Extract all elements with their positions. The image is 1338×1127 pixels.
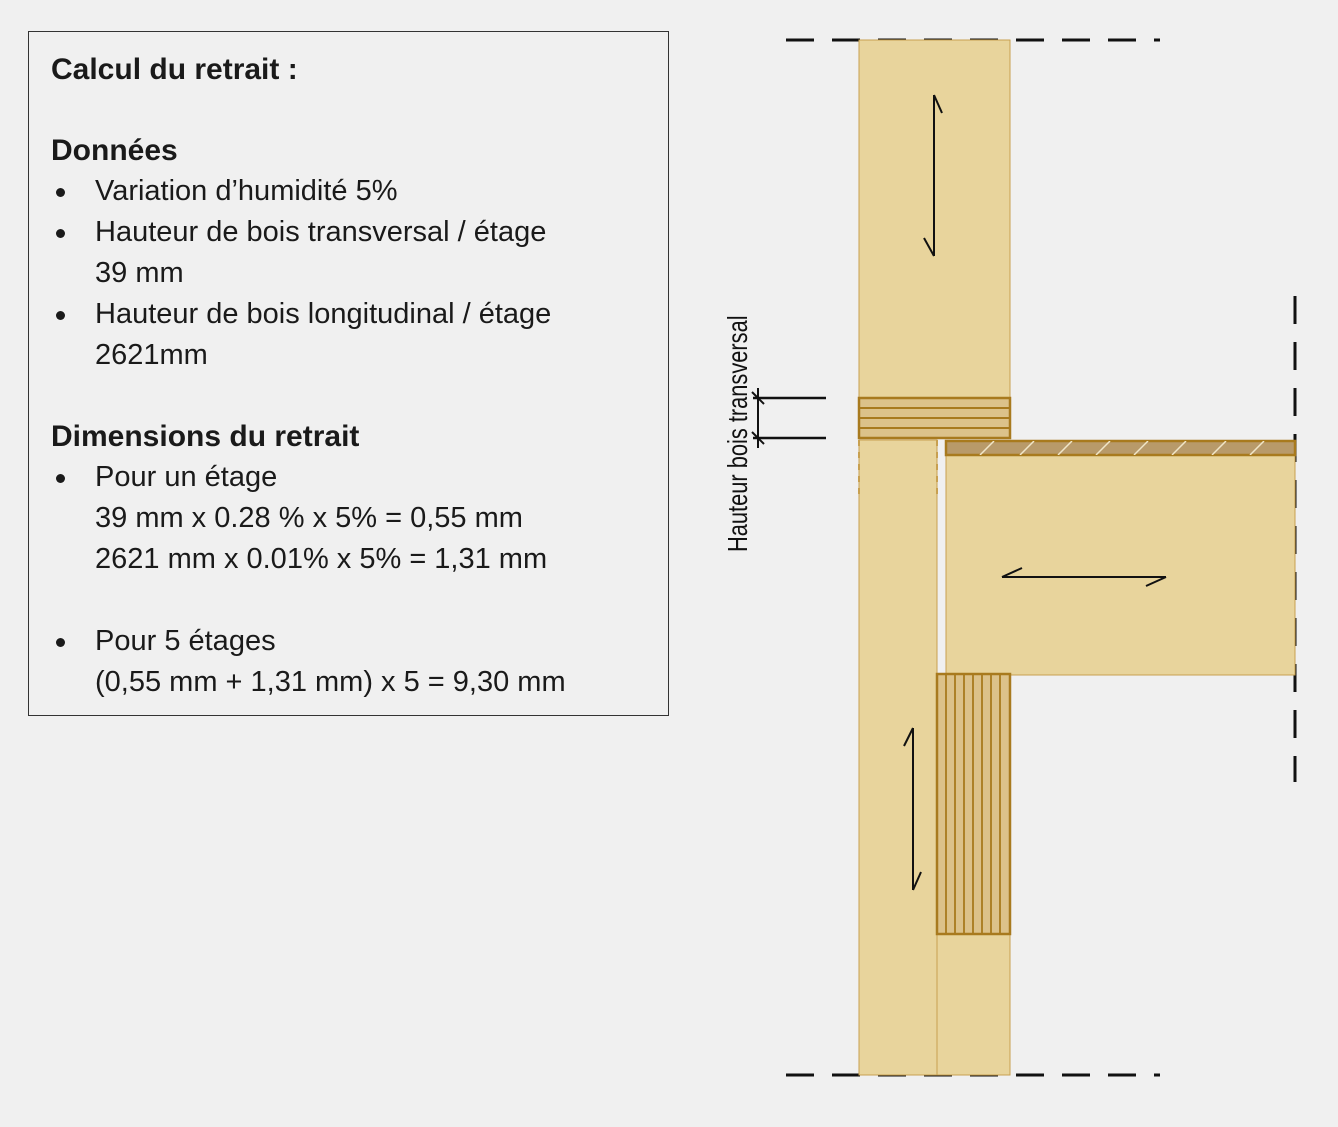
donnees-heading: Données	[51, 134, 178, 167]
longitudinal-height-label: Hauteur de bois longitudinal / étage	[95, 298, 552, 330]
five-floors-label: Pour 5 étages	[95, 625, 276, 657]
panel-title: Calcul du retrait :	[51, 53, 298, 86]
dimension-label: Hauteur bois transversal	[722, 315, 754, 552]
floor-slab	[946, 455, 1295, 675]
transversal-height-value: 39 mm	[95, 257, 184, 289]
lower-wall-panel-base	[937, 934, 1010, 1075]
floor-top-layer	[946, 441, 1295, 455]
longitudinal-timber-post	[937, 674, 1010, 934]
lower-wall-panel	[859, 440, 937, 1075]
one-floor-calc-longitudinal: 2621 mm x 0.01% x 5% = 1,31 mm	[95, 543, 548, 575]
transversal-height-label: Hauteur de bois transversal / étage	[95, 216, 547, 248]
dimensions-heading: Dimensions du retrait	[51, 420, 360, 453]
one-floor-label: Pour un étage	[95, 461, 278, 493]
longitudinal-height-value: 2621mm	[95, 339, 208, 371]
one-floor-calc-transversal: 39 mm x 0.28 % x 5% = 0,55 mm	[95, 502, 523, 534]
humidity-variation: Variation d’humidité 5%	[95, 175, 398, 207]
five-floors-calc: (0,55 mm + 1,31 mm) x 5 = 9,30 mm	[95, 666, 566, 698]
transversal-height-dimension	[752, 388, 826, 448]
transversal-timber-layer	[859, 398, 1010, 438]
